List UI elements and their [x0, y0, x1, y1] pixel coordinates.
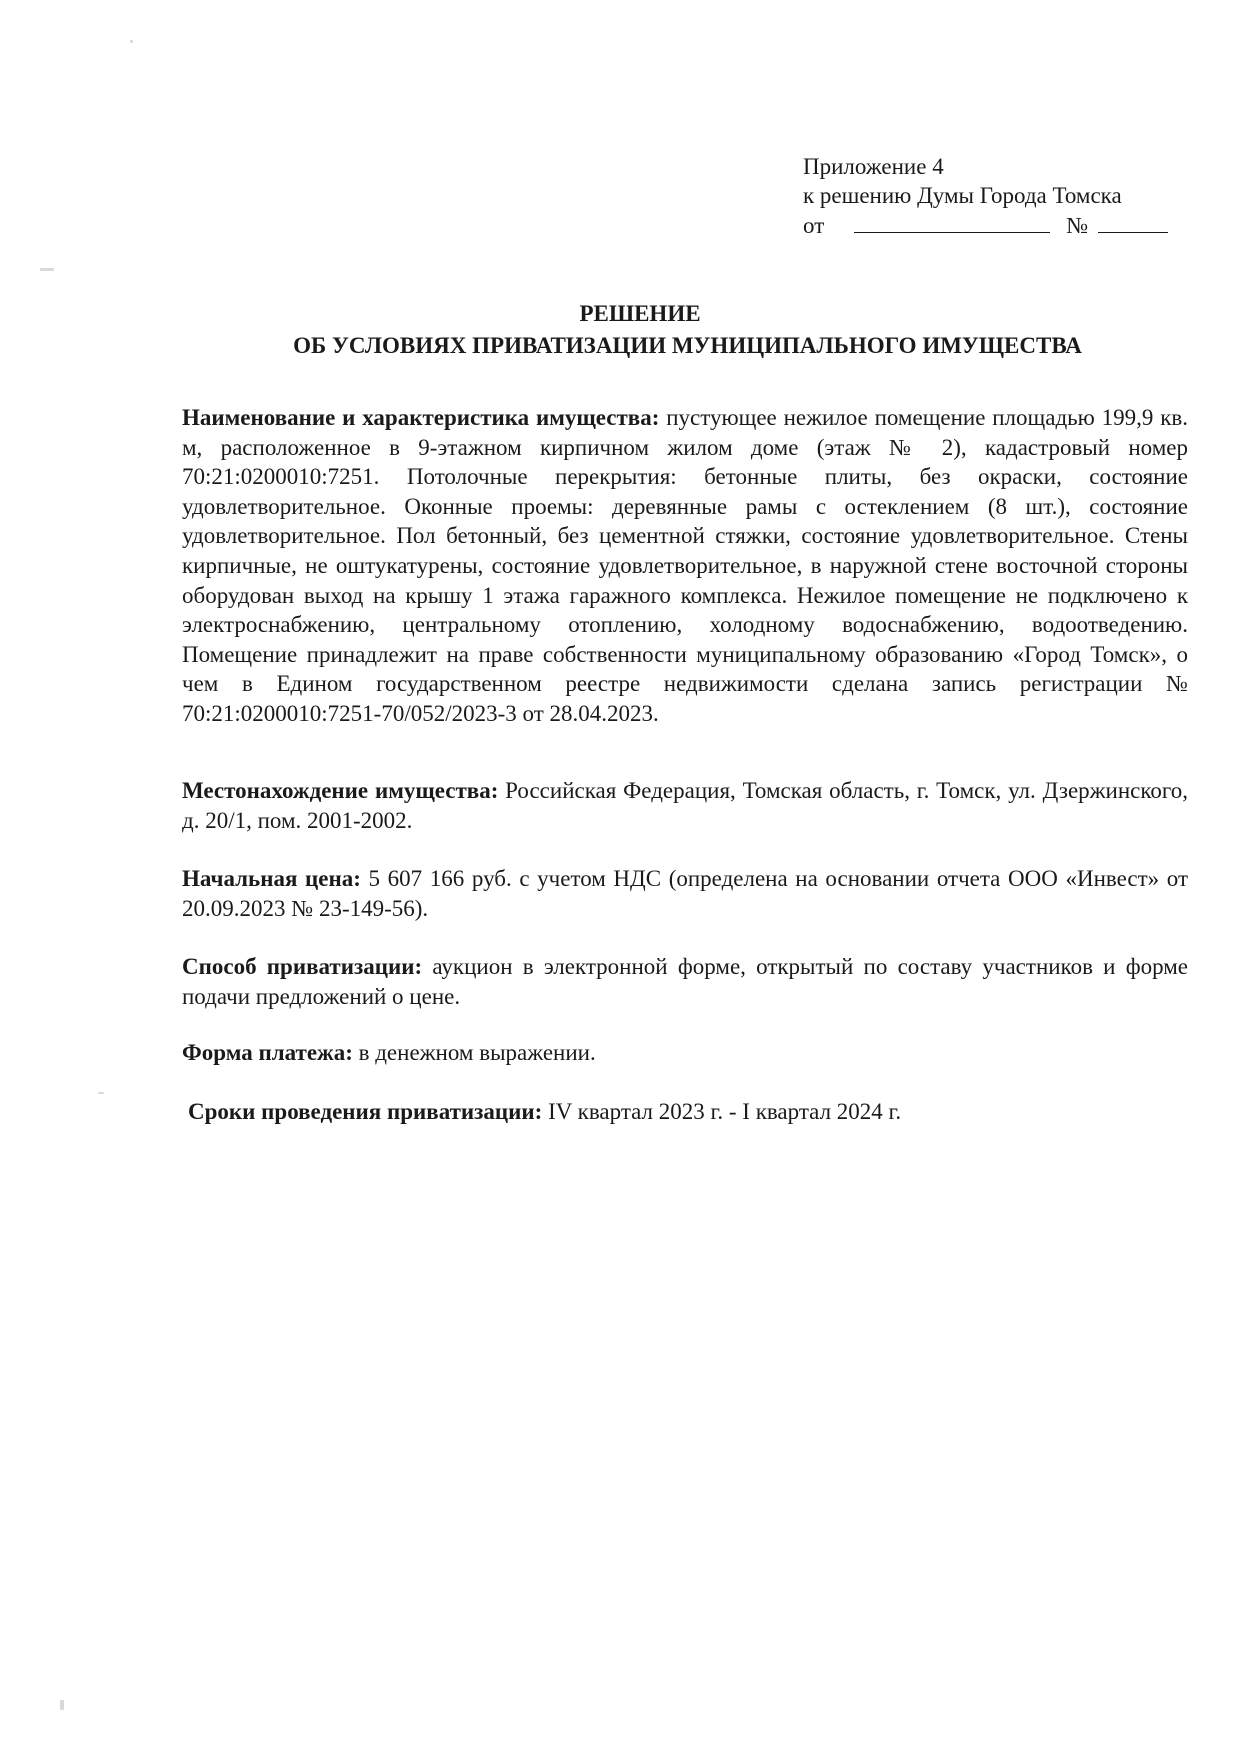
scan-artifact — [60, 1700, 64, 1710]
number-label: № — [1066, 213, 1089, 238]
section-payment-form — [182, 1038, 1188, 1068]
payment-form-label: Форма платежа: — [182, 1040, 353, 1065]
section-privatization-method — [182, 952, 1188, 1011]
privatization-method-label: Способ приватизации: — [182, 954, 423, 979]
date-label: от — [803, 213, 825, 238]
property-description-text: пустующее нежилое помещение площадью 199,9 кв. м, расположенное в 9-этажном кирпичном жилом доме (этаж № 2), кадастровый номер 70:21:0200010:7251. Потолочные перекрытия: бетонные плиты, без окраски, состояние удовлетворительное. Оконные проемы: деревянные рамы с остеклением (8 шт.), состояние удовлетворительное. Пол бетонный, без цементной стяжки, состояние удовлетворительное. Стены кирпичные, не оштукатурены, состояние удовлетворительное, в наружной стене восточной стороны оборудован выход на крышу 1 этажа гаражного комплекса. Нежилое помещение не подключено к электроснабжению, центральному отоплению, холодному водоснабжению, водоотведению. Помещение принадлежит на праве собственности муниципальному образованию «Город Томск», о чем в Едином государственном реестре недвижимости сделана запись регистрации № 70:21:0200010:7251-70/052/2023-3 от 28.04.2023. — [182, 405, 1188, 726]
scan-artifact — [98, 1092, 104, 1094]
appendix-decision-ref: к решению Думы Города Томска — [803, 183, 1122, 208]
privatization-terms-label: Сроки проведения приватизации: — [188, 1099, 543, 1124]
initial-price-text: 5 607 166 руб. с учетом НДС (определена на основании отчета ООО «Инвест» от 20.09.2023 № 23-149-56). — [182, 866, 1189, 921]
property-description-label: Наименование и характеристика имущества: — [182, 405, 660, 430]
appendix-date-number-line — [803, 210, 1168, 240]
appendix-number: Приложение 4 — [803, 154, 944, 179]
payment-form-text: в денежном выражении. — [358, 1040, 596, 1065]
title-decision: РЕШЕНИЕ — [579, 301, 701, 326]
section-property-description — [182, 403, 1188, 729]
initial-price-label: Начальная цена: — [182, 866, 361, 891]
property-location-text: Российская Федерация, Томская область, г. Томск, ул. Дзержинского, д. 20/1, пом. 2001-2002. — [182, 778, 1188, 833]
document-title — [0, 298, 1240, 362]
appendix-reference — [803, 152, 1168, 240]
property-location-label: Местонахождение имущества: — [182, 778, 499, 803]
scan-artifact — [130, 40, 133, 43]
section-privatization-terms — [188, 1097, 1194, 1127]
privatization-method-text: аукцион в электронной форме, открытый по составу участников и форме подачи предложений о цене. — [182, 954, 1189, 1009]
section-property-location — [182, 776, 1188, 835]
number-blank-line — [1098, 210, 1168, 233]
privatization-terms-text: IV квартал 2023 г. - I квартал 2024 г. — [548, 1099, 902, 1124]
scan-artifact — [40, 268, 54, 271]
date-blank-line — [854, 210, 1050, 233]
section-initial-price — [182, 864, 1188, 923]
title-subject: ОБ УСЛОВИЯХ ПРИВАТИЗАЦИИ МУНИЦИПАЛЬНОГО ИМУЩЕСТВА — [293, 333, 1082, 358]
